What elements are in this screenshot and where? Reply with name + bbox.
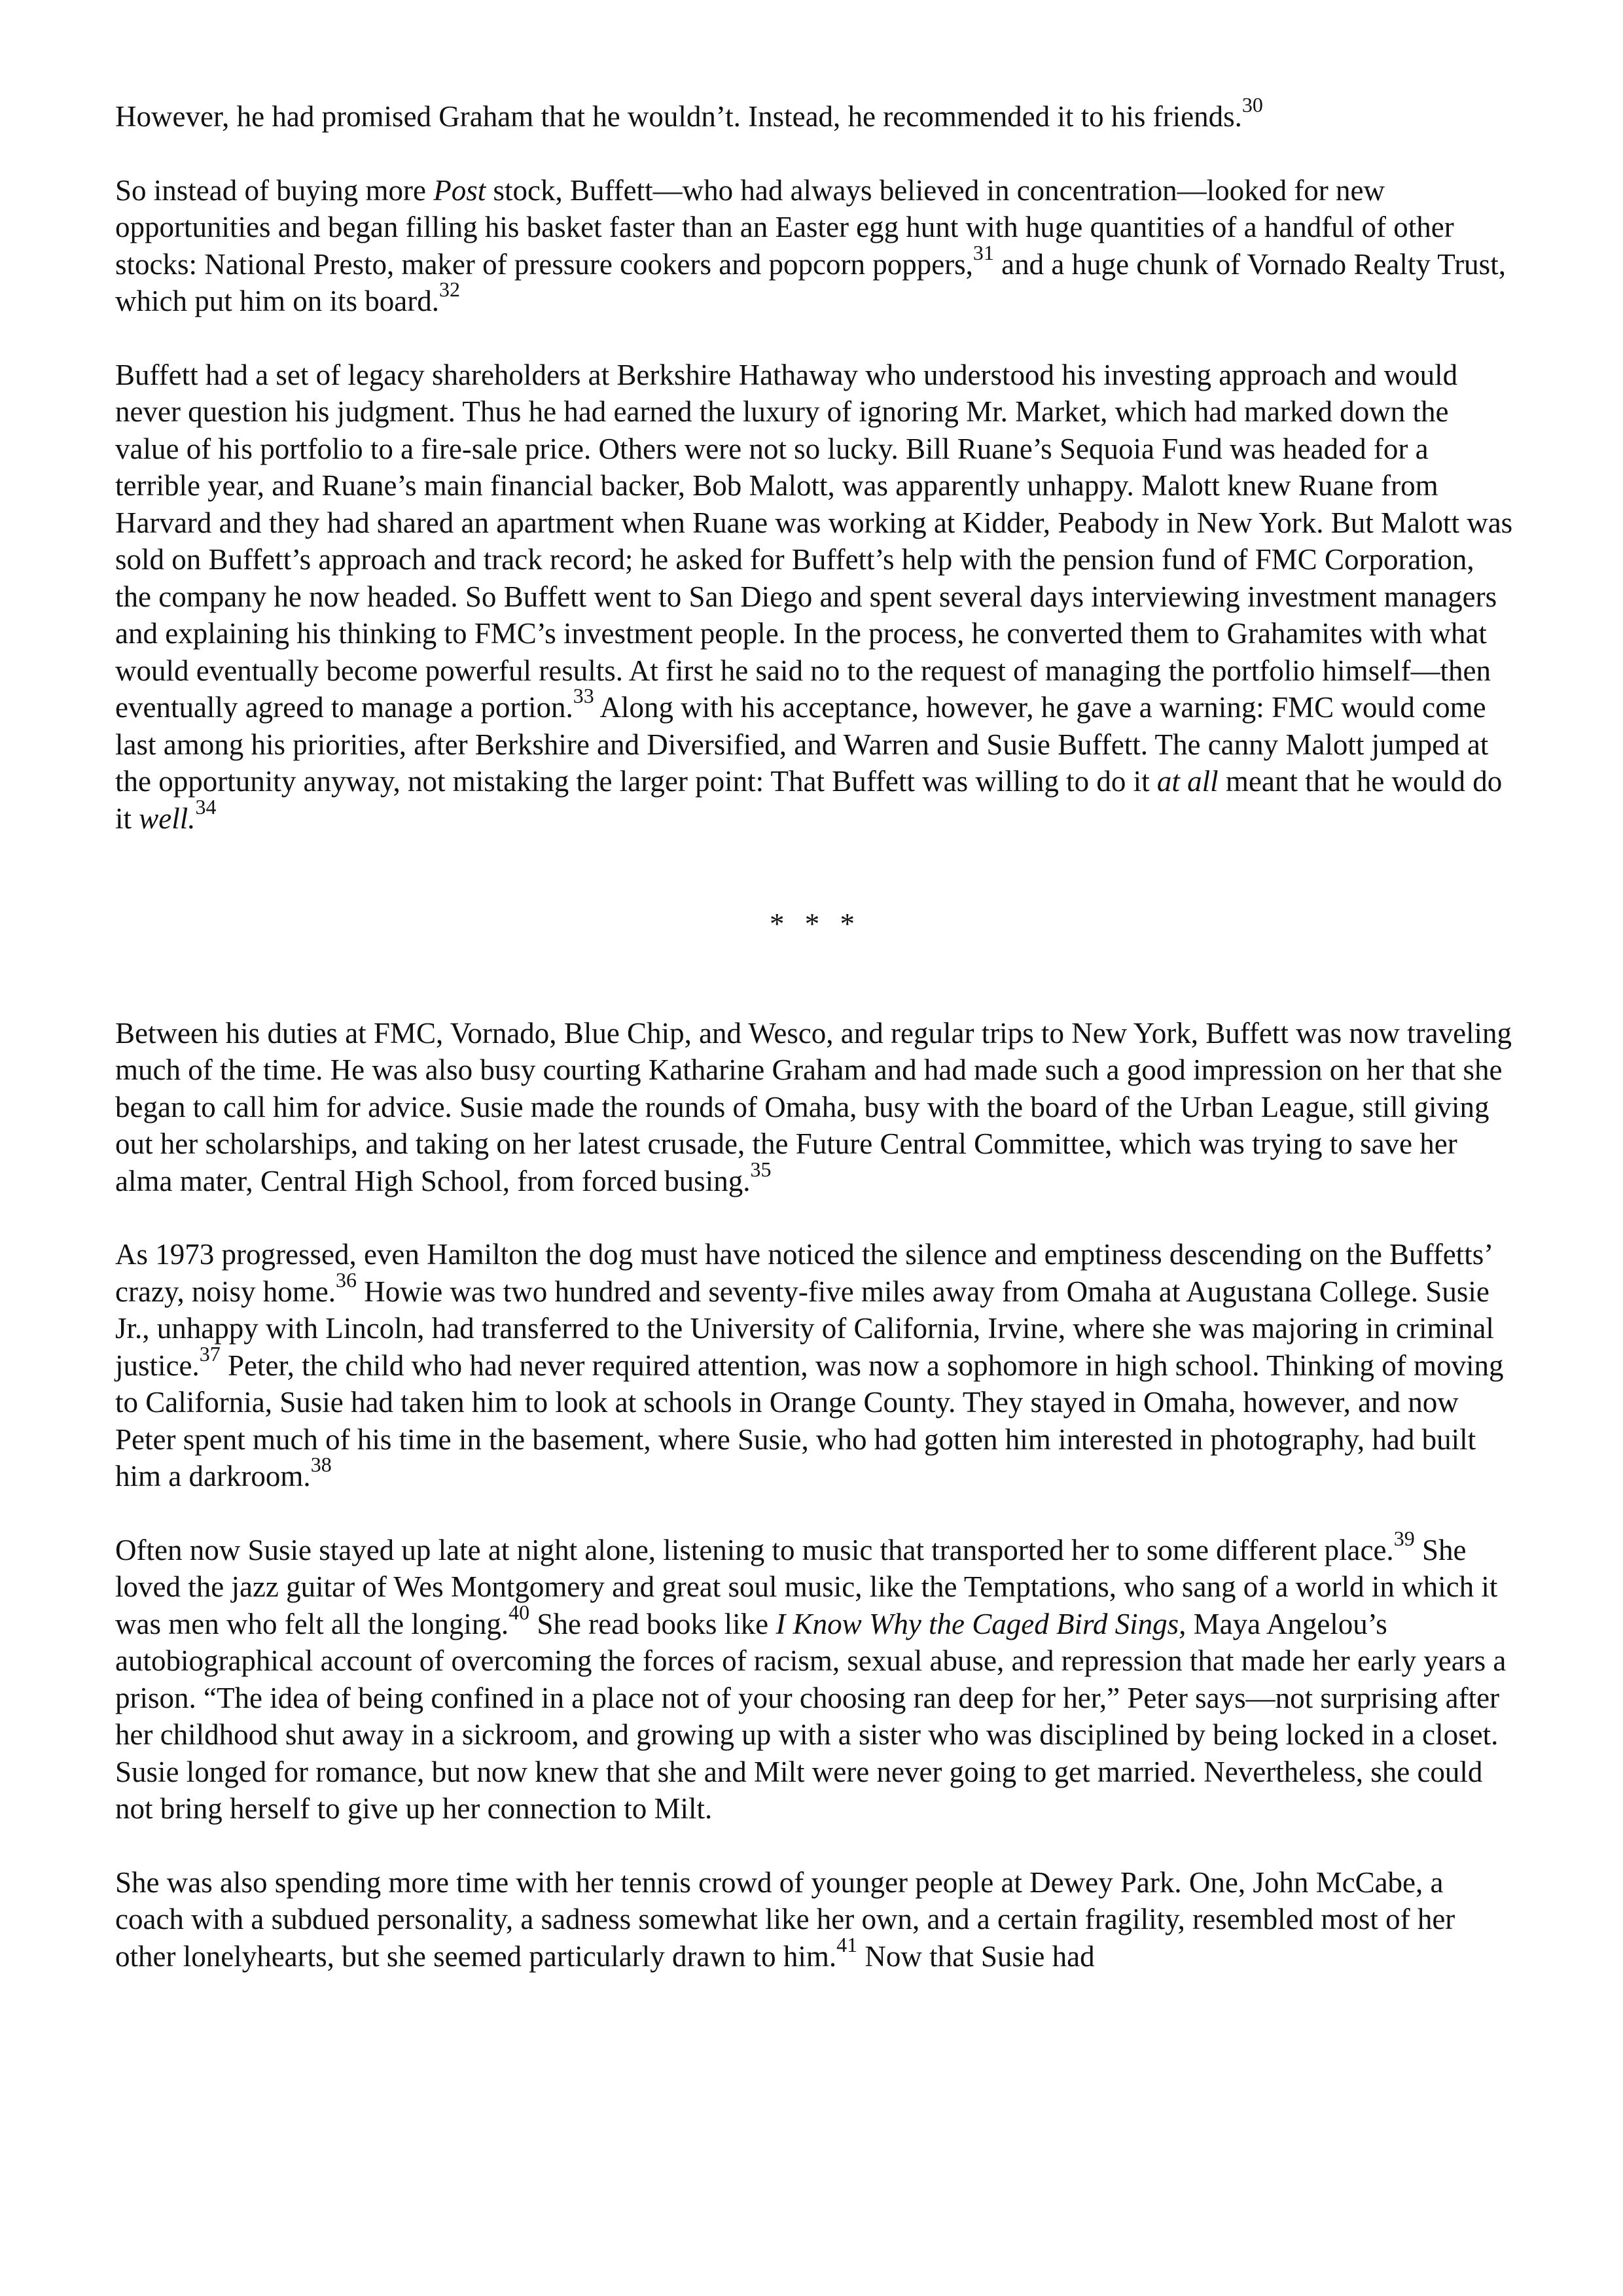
paragraph	[115, 1015, 1516, 1200]
text-run: Along with his acceptance, however, he gave a warning: FMC would come last among his priorities, after Berkshire and Diversified, and Warren and Susie Buffett. The canny Malott jumped at the opportunity anyway, not mistaking the larger point: That Buffett was willing to do it	[115, 691, 1489, 798]
text-run: and a huge chunk of Vornado Realty Trust, which put him on its board.	[115, 247, 1506, 317]
text-block-before-break	[115, 93, 1516, 837]
footnote-marker: 40	[508, 1600, 530, 1624]
footnote-marker: 32	[438, 277, 460, 301]
text-run: Howie was two hundred and seventy-five miles away from Omaha at Augustana College. Susie Jr., unhappy with Lincoln, had transferred to the University of California, Irvine, where she was majoring in criminal justice.	[115, 1275, 1494, 1382]
text-run: meant that he would do it	[115, 765, 1503, 835]
paragraph	[115, 1526, 1516, 1828]
text-run: She read books like	[529, 1607, 776, 1640]
text-run: She was also spending more time with her tennis crowd of younger people at Dewey Park. One, John McCabe, a coach with a subdued personality, a sadness somewhat like her own, and a certain fragility, resembled most of her other lonelyhearts, but she seemed particularly drawn to him.	[115, 1865, 1455, 1973]
paragraph	[115, 357, 1516, 838]
footnote-marker: 39	[1393, 1526, 1415, 1550]
text-run: She loved the jazz guitar of Wes Montgomery and great soul music, like the Temptations, who sang of a world in which it was men who felt all the longing.	[115, 1533, 1498, 1640]
paragraph	[115, 1236, 1516, 1495]
footnote-marker: 41	[836, 1932, 858, 1956]
italic-text: Post	[433, 173, 486, 207]
paragraph	[115, 93, 1516, 135]
text-block-after-break	[115, 1015, 1516, 1975]
text-run: As 1973 progressed, even Hamilton the dog must have noticed the silence and emptiness descending on the Buffetts’ crazy, noisy home.	[115, 1238, 1491, 1308]
footnote-marker: 31	[972, 240, 994, 264]
text-run: So instead of buying more	[115, 173, 434, 207]
italic-text: I Know Why the Caged Bird Sings,	[776, 1607, 1186, 1640]
text-run: Between his duties at FMC, Vornado, Blue Chip, and Wesco, and regular trips to New York, Buffett was now traveling much of the time. He was also busy courting Katharine Graham and had made such a good impression on her that she began to call him for advice. Susie made the rounds of Omaha, busy with the board of the Urban League, still giving out her scholarships, and taking on her latest crusade, the Future Central Committee, which was trying to save her alma mater, Central High School, from forced busing.	[115, 1016, 1512, 1197]
footnote-marker: 37	[199, 1341, 221, 1366]
paragraph	[115, 172, 1516, 320]
text-run: Buffett had a set of legacy shareholders at Berkshire Hathaway who understood his investing approach and would never question his judgment. Thus he had earned the luxury of ignoring Mr. Market, which had marked down the value of his portfolio to a fire-sale price. Others were not so lucky. Bill Ruane’s Sequoia Fund was headed for a terrible year, and Ruane’s main financial backer, Bob Malott, was apparently unhappy. Malott knew Ruane from Harvard and they had shared an apartment when Ruane was working at Kidder, Peabody in New York. But Malott was sold on Buffett’s approach and track record; he asked for Buffett’s help with the pension fund of FMC Corporation, the company he now headed. So Buffett went to San Diego and spent several days interviewing investment managers and explaining his thinking to FMC’s investment people. In the process, he converted them to Grahamites with what would eventually become powerful results. At first he said no to the request of managing the portfolio himself—then eventually agreed to manage a portion.	[115, 358, 1513, 724]
text-run: Often now Susie stayed up late at night alone, listening to music that transported her to some different place.	[115, 1533, 1394, 1566]
footnote-marker: 33	[573, 684, 594, 707]
italic-text: well.	[139, 802, 196, 835]
text-run: However, he had promised Graham that he wouldn’t. Instead, he recommended it to his friends.	[115, 100, 1242, 133]
text-run: stock, Buffett—who had always believed in concentration—looked for new opportunities and began filling his basket faster than an Easter egg hunt with huge quantities of a handful of other stocks: National Presto, maker of pressure cookers and popcorn poppers,	[115, 173, 1454, 281]
document-page	[115, 93, 1516, 2011]
paragraph	[115, 1864, 1516, 1975]
footnote-marker: 38	[310, 1453, 332, 1476]
footnote-marker: 34	[195, 794, 217, 819]
text-run: Now that Susie had	[857, 1939, 1095, 1973]
footnote-marker: 35	[750, 1157, 772, 1181]
footnote-marker: 30	[1241, 93, 1263, 116]
italic-text: at all	[1156, 765, 1219, 798]
text-run: Maya Angelou’s autobiographical account of overcoming the forces of racism, sexual abuse, and repression that made her early years a prison. “The idea of being confined in a place not of your choosing ran deep for her,” Peter says—not surprising after her childhood shut away in a sickroom, and growing up with a sister who was disciplined by being locked in a closet. Susie longed for romance, but now knew that she and Milt were never going to get married. Nevertheless, she could not bring herself to give up her connection to Milt.	[115, 1607, 1507, 1825]
footnote-marker: 36	[335, 1267, 357, 1292]
section-separator: * * *	[770, 908, 861, 940]
text-run: Peter, the child who had never required attention, was now a sophomore in high school. Thinking of moving to California, Susie had taken him to look at schools in Orange County. They stayed in Omaha, however, and now Peter spent much of his time in the basement, where Susie, who had gotten him interested in photography, had built him a darkroom.	[115, 1349, 1504, 1492]
